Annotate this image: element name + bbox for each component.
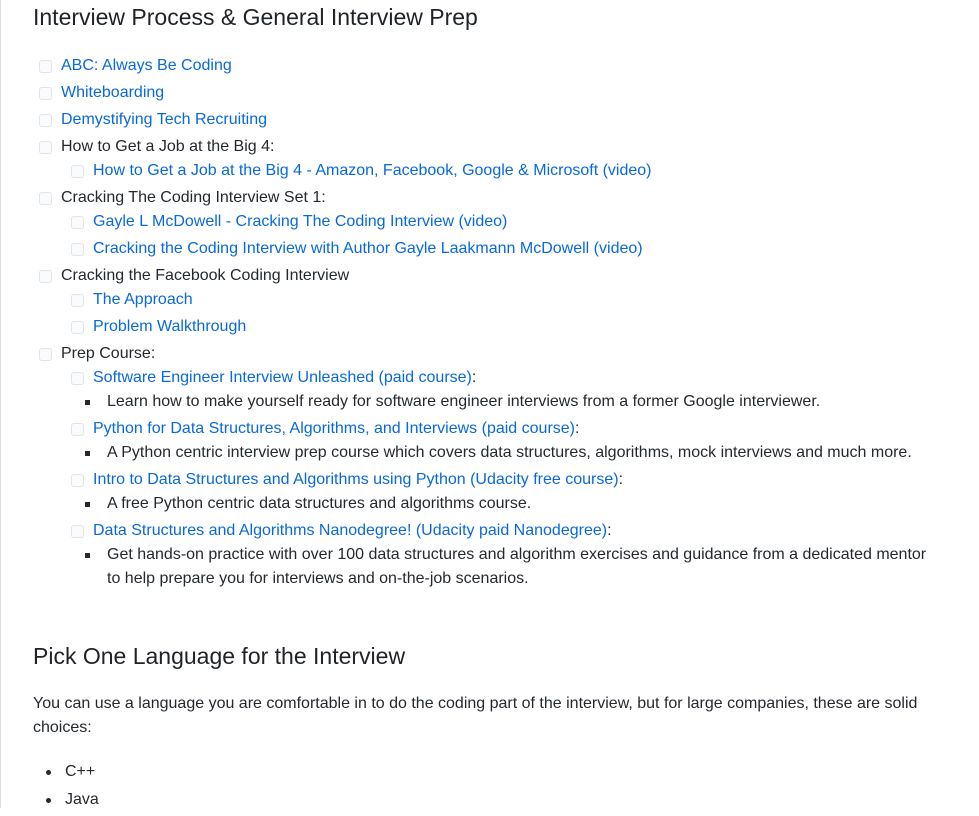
- link-cracking-with-author-video[interactable]: Cracking the Coding Interview with Author Gayle Laakmann McDowell (video): [93, 240, 643, 257]
- course-note: [107, 492, 939, 516]
- task-checkbox[interactable]: [39, 114, 52, 127]
- task-item: [39, 264, 939, 339]
- task-checkbox[interactable]: [71, 165, 84, 178]
- task-checkbox[interactable]: [39, 348, 52, 361]
- task-checkbox[interactable]: [71, 321, 84, 334]
- link-the-approach[interactable]: The Approach: [93, 291, 193, 308]
- subtask-item: [71, 159, 939, 183]
- task-checkbox[interactable]: [71, 423, 84, 436]
- task-item: [39, 81, 939, 105]
- course-note: [107, 390, 939, 414]
- task-checkbox[interactable]: [39, 192, 52, 205]
- subtask-line: [93, 417, 579, 441]
- task-item: [39, 54, 939, 78]
- link-udacity-nanodegree[interactable]: Data Structures and Algorithms Nanodegree! (Udacity paid Nanodegree): [93, 522, 608, 539]
- task-checkbox[interactable]: [71, 474, 84, 487]
- task-checkbox[interactable]: [71, 243, 84, 256]
- colon-suffix: :: [575, 420, 580, 437]
- link-problem-walkthrough[interactable]: Problem Walkthrough: [93, 318, 247, 335]
- subtask-line: [93, 468, 623, 492]
- language-item: [46, 788, 99, 812]
- task-checkbox[interactable]: [39, 141, 52, 154]
- subtask-item: [71, 417, 939, 465]
- bullet-dot-icon: [46, 798, 51, 803]
- link-demystifying-tech-recruiting[interactable]: Demystifying Tech Recruiting: [61, 111, 268, 128]
- link-big-4-video[interactable]: How to Get a Job at the Big 4 - Amazon, Facebook, Google & Microsoft (video): [93, 162, 652, 179]
- course-note-text: A free Python centric data structures and algorithms course.: [107, 495, 532, 512]
- course-note: [107, 441, 939, 465]
- section-heading-pick-language: Pick One Language for the Interview: [33, 643, 406, 669]
- link-whiteboarding[interactable]: Whiteboarding: [61, 84, 165, 101]
- task-label-big-4: How to Get a Job at the Big 4:: [61, 138, 275, 155]
- task-checkbox[interactable]: [71, 372, 84, 385]
- task-label-cracking-set-1: Cracking The Coding Interview Set 1:: [61, 189, 326, 206]
- subtask-item: [71, 288, 939, 312]
- task-label-facebook-interview: Cracking the Facebook Coding Interview: [61, 267, 350, 284]
- task-checkbox[interactable]: [71, 216, 84, 229]
- course-note-list: [71, 492, 939, 516]
- link-python-ds-algorithms[interactable]: Python for Data Structures, Algorithms, and Interviews (paid course): [93, 420, 575, 437]
- colon-suffix: :: [607, 522, 612, 539]
- bullet-dot-icon: [46, 770, 51, 775]
- task-label-prep-course: Prep Course:: [61, 345, 156, 362]
- link-gayle-mcdowell-video[interactable]: Gayle L McDowell - Cracking The Coding Interview (video): [93, 213, 508, 230]
- square-bullet-icon: [85, 400, 90, 405]
- language-label: Java: [65, 791, 99, 808]
- subtask-item: [71, 237, 939, 261]
- subtask-list: [39, 288, 939, 339]
- interview-prep-task-list: [39, 54, 939, 594]
- subtask-line: [93, 519, 612, 543]
- task-item: [39, 108, 939, 132]
- course-note-list: [71, 441, 939, 465]
- language-intro-paragraph: You can use a language you are comfortable in to do the coding part of the interview, but for large companies, these are solid choices:: [33, 695, 918, 736]
- square-bullet-icon: [85, 502, 90, 507]
- language-item: [46, 760, 99, 784]
- colon-suffix: :: [471, 369, 477, 386]
- task-item: [39, 186, 939, 261]
- subtask-list: [39, 210, 939, 261]
- course-note-list: [71, 543, 939, 591]
- subtask-item: [71, 366, 939, 414]
- subtask-line: [93, 366, 476, 390]
- colon-suffix: :: [618, 471, 624, 488]
- subtask-item: [71, 519, 939, 591]
- course-note-text: A Python centric interview prep course which covers data structures, algorithms, mock interviews and much more.: [107, 444, 912, 461]
- subtask-item: [71, 315, 939, 339]
- subtask-list: [39, 366, 939, 591]
- course-note: [107, 543, 939, 591]
- square-bullet-icon: [85, 451, 90, 456]
- task-checkbox[interactable]: [39, 60, 52, 73]
- subtask-item: [71, 210, 939, 234]
- language-label: C++: [65, 763, 96, 780]
- task-checkbox[interactable]: [39, 270, 52, 283]
- link-abc-always-be-coding[interactable]: ABC: Always Be Coding: [61, 57, 232, 74]
- content-left-border: [0, 0, 1, 808]
- task-checkbox[interactable]: [39, 87, 52, 100]
- course-note-text: Get hands-on practice with over 100 data structures and algorithm exercises and guidance from a dedicated mentor to help prepare you for interviews and on-the-job scenarios.: [107, 546, 927, 587]
- section-heading-interview-process: Interview Process & General Interview Prep: [33, 4, 478, 30]
- link-interview-unleashed[interactable]: Software Engineer Interview Unleashed (paid course): [93, 369, 472, 386]
- task-item: [39, 342, 939, 591]
- course-note-list: [71, 390, 939, 414]
- subtask-item: [71, 468, 939, 516]
- square-bullet-icon: [85, 553, 90, 558]
- task-item: [39, 135, 939, 183]
- task-checkbox[interactable]: [71, 525, 84, 538]
- course-note-text: Learn how to make yourself ready for software engineer interviews from a former Google interviewer.: [107, 393, 821, 410]
- task-checkbox[interactable]: [71, 294, 84, 307]
- subtask-list: [39, 159, 939, 183]
- link-udacity-free-course[interactable]: Intro to Data Structures and Algorithms using Python (Udacity free course): [93, 471, 619, 488]
